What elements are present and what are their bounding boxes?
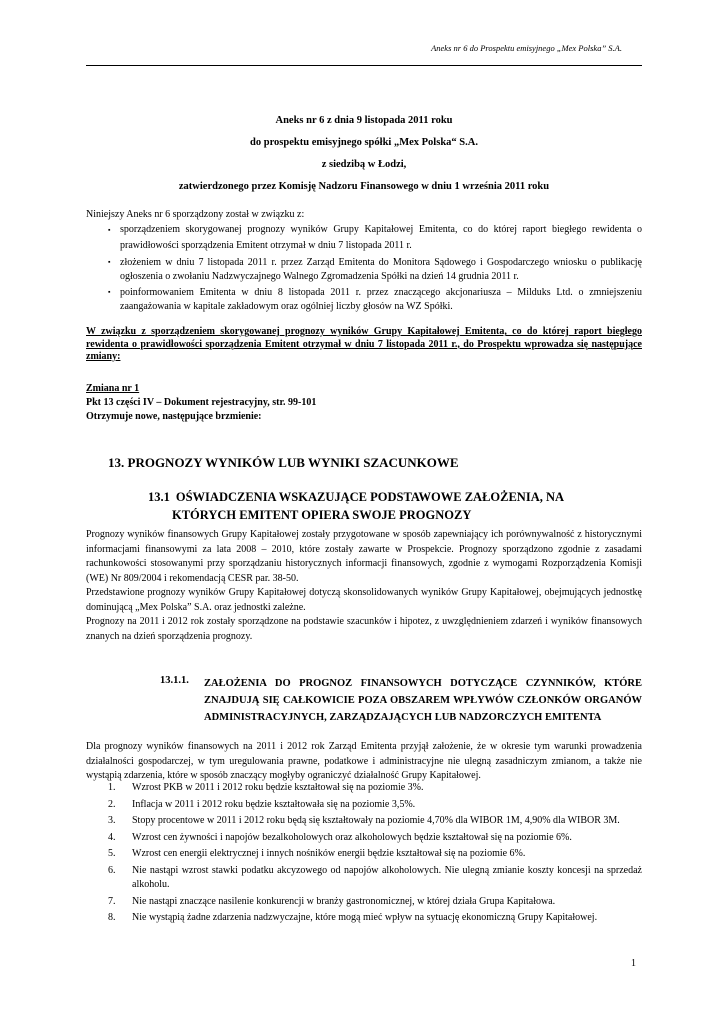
page-number: 1 [631,958,636,969]
list-number: 4. [108,831,116,843]
list-item-text: Wzrost cen żywności i napojów bezalkoholowych oraz alkoholowych będzie kształtował się na poziomie 6%. [132,831,572,843]
list-item-text: Wzrost PKB w 2011 i 2012 roku będzie kształtował się na poziomie 3%. [132,782,424,793]
list-item-text: Nie wystąpią żadne zdarzenia nadzwyczajne, które mogą mieć wpływ na sytuację ekonomiczną Grupy Kapitałowej. [132,912,598,923]
paragraph: Przedstawione prognozy wyników Grupy Kapitałowej dotyczą skonsolidowanych wyników Grupy Kapitałowej, obejmujących jednostkę dominującą „Mex Polska” S.A. oraz jednostki zależne. [86,587,642,613]
title-line: z siedzibą w Łodzi, [321,159,407,170]
running-header: Aneks nr 6 do Prospektu emisyjnego „Mex Polska” S.A. [431,43,622,53]
list-item-text: Wzrost cen energii elektrycznej i innych nośników energii będzie kształtował się na poziomie 6%. [132,848,526,859]
square-bullet-icon: ▪ [108,288,111,296]
heading-text: OŚWIADCZENIA WSKAZUJĄCE PODSTAWOWE ZAŁOŻENIA, NA [175,490,565,504]
list-item [86,286,642,313]
list-item-text: poinformowaniem Emitenta w dniu 8 listopada 2011 r. przez znaczącego akcjonariusza – Milduks Ltd. o zmniejszeniu zaangażowania w kapitale zakładowym oraz ogólniej liczby głosów na WZ Spółki. [120,287,642,312]
intro-text: Niniejszy Aneks nr 6 sporządzony został w związku z: [86,209,305,220]
assumptions-list [86,781,642,928]
list-item-text: Nie nastąpi znaczące nasilenie konkurencji w branży gastronomicznej, w której działa Grupa Kapitałowa. [132,895,556,907]
title-line: Aneks nr 6 z dnia 9 listopada 2011 roku [275,115,453,126]
section-heading-13-1-1: ZAŁOŻENIA DO PROGNOZ FINANSOWYCH DOTYCZĄCE CZYNNIKÓW, KTÓRE ZNAJDUJĄ SIĘ CAŁKOWICIE POZA OBSZAREM WPŁYWÓW CZŁONKÓW ORGANÓW ADMINISTRACYJNYCH, ZARZĄDZAJĄCYCH LUB NADZORCZYCH EMITENTA [204,678,642,723]
change-label: Zmiana nr 1 [86,383,140,394]
change-location: Pkt 13 części IV – Dokument rejestracyjny, str. 99-101 [86,397,317,408]
section-number: 13.1 [148,490,170,504]
list-item [86,847,642,862]
list-number: 2. [108,798,116,810]
title-block [86,110,642,198]
list-item-text: sporządzeniem skorygowanej prognozy wyników Grupy Kapitałowej Emitenta, co do której raport biegłego rewidenta o prawidłowości sporządzenia Emitent otrzymał w dniu 7 listopada 2011 r. [120,224,642,251]
title-line: zatwierdzonego przez Komisję Nadzoru Finansowego w dniu 1 września 2011 roku [178,181,550,192]
list-item [86,798,642,813]
list-item [86,895,642,910]
section-number: 13.1.1. [160,675,189,686]
change-intro: W związku z sporządzeniem skorygowanej prognozy wyników Grupy Kapitałowej Emitenta, co do której raport biegłego rewidenta o prawidłowości sporządzenia Emitent otrzymał w dniu 7 listopada 2011 r., do Prospektu wprowadza się następujące zmiany: [86,326,642,362]
square-bullet-icon: ▪ [108,258,111,266]
change-instruction: Otrzymuje nowe, następujące brzmienie: [86,411,262,422]
list-number: 6. [108,864,116,876]
list-number: 5. [108,848,116,859]
reasons-list [86,222,642,316]
list-item [86,781,642,796]
list-number: 8. [108,912,116,923]
list-item [86,864,642,893]
list-item-text: Inflacja w 2011 i 2012 roku będzie kształtowała się na poziomie 3,5%. [132,798,416,810]
list-item [86,911,642,926]
header-rule [86,65,642,66]
section-heading-13: 13. PROGNOZY WYNIKÓW LUB WYNIKI SZACUNKOWE [108,455,459,470]
paragraph: Prognozy wyników finansowych Grupy Kapitałowej zostały przygotowane w sposób zapewniający ich porównywalność z historycznymi informacjami finansowymi za lata 2008 – 2010, które zostały zawarte w Prospekcie. Prognozy sporządzono zgodnie z zasadami rachunkowości stosowanymi przy sporządzaniu historycznych informacji finansowych, zgodnie z wymogami Rozporządzenia Komisji (WE) Nr 809/2004 i rekomendacją CESR par. 38-50. [86,529,642,584]
section-13-1-body [86,528,642,644]
list-item [86,814,642,829]
change-block [86,382,316,424]
title-line: do prospektu emisyjnego spółki „Mex Polska“ S.A. [250,137,478,148]
paragraph: Dla prognozy wyników finansowych na 2011 i 2012 rok Zarząd Emitenta przyjął założenie, że w okresie tym warunki prowadzenia działalności gospodarczej, w tym uregulowania prawne, podatkowe i administracyjne nie ulegną zasadniczym zmianom, a także nie wystąpią zdarzenia, które w sposób znaczący mogłyby ograniczyć działalność Grupy Kapitałowej. [86,741,642,781]
list-number: 7. [108,895,116,907]
list-item-text: Nie nastąpi wzrost stawki podatku akcyzowego od napojów alkoholowych. Nie ulegną zmianie koszty koncesji na sprzedaż alkoholu. [132,864,642,890]
list-item [86,256,642,283]
paragraph: Prognozy na 2011 i 2012 rok zostały sporządzone na podstawie szacunków i hipotez, z uwzględnieniem zdarzeń i wyników finansowych znanych na dzień sporządzenia prognozy. [86,616,642,642]
list-item [86,831,642,846]
list-number: 3. [108,815,116,826]
list-item-text: złożeniem w dniu 7 listopada 2011 r. przez Zarząd Emitenta do Monitora Sądowego i Gospodarczego wniosku o publikację ogłoszenia o zwołaniu Nadzwyczajnego Walnego Zgromadzenia Spółki na dzień 14 grudnia 2011 r. [120,257,642,282]
list-item-text: Stopy procentowe w 2011 i 2012 roku będą się kształtowały na poziomie 4,70% dla WIBOR 1M, 4,90% dla WIBOR 3M. [132,815,620,826]
square-bullet-icon: ▪ [108,226,111,234]
heading-text: KTÓRYCH EMITENT OPIERA SWOJE PROGNOZY [172,508,472,522]
section-heading-13-1 [148,488,642,524]
list-item [86,222,642,254]
list-number: 1. [108,782,116,793]
